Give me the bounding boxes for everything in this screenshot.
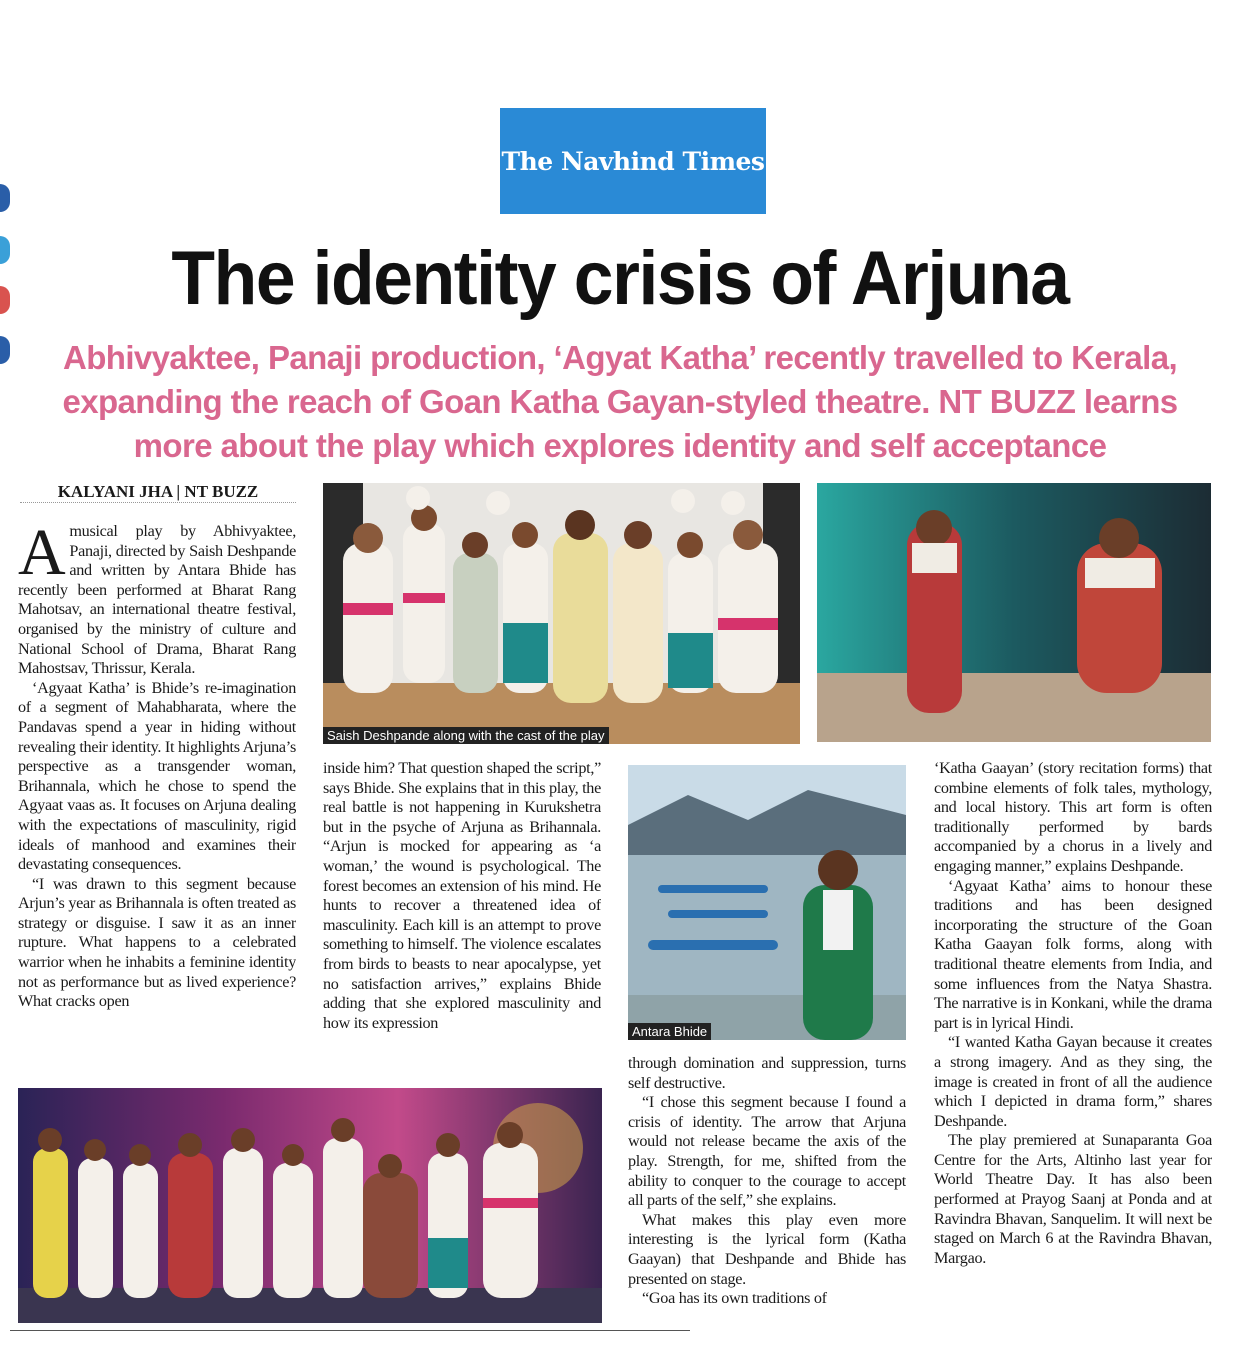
side-mark-4 [0, 336, 10, 364]
side-mark-3 [0, 286, 10, 314]
article-column-3 [628, 1054, 906, 1334]
bottom-page-edge [10, 1330, 690, 1346]
byline: KALYANI JHA | NT BUZZ [20, 482, 296, 503]
paragraph: through domination and suppression, turns self destructive. [628, 1054, 906, 1092]
drop-cap: A [18, 522, 66, 589]
paragraph: “Goa has its own traditions of [642, 1289, 827, 1308]
antara-photo-caption: Antara Bhide [628, 1023, 711, 1040]
article-column-4 [934, 759, 1212, 1331]
paragraph: ‘Agyaat Katha’ aims to honour these traditions and has been designed incorporating the structure of the Goan Katha Gaayan folk forms, along with traditional theatre elements from India, and some influences from the Natya Shastra. The narrative is in Konkani, while the drama part is in lyrical Hindi. [934, 876, 1212, 1032]
paragraph: “I chose this segment because I found a crisis of identity. The arrow that Arjuna would not release became the axis of the play. Strength, for me, shifted from the ability to conquer to the courage to accept all parts of the self,” she explains. [628, 1093, 906, 1210]
performers-stage-photo [817, 483, 1211, 742]
antara-bhide-photo [628, 765, 906, 1040]
masthead: The Navhind Times [500, 108, 766, 214]
paragraph: “I wanted Katha Gayan because it creates a strong imagery. And as they sing, the image is created in front of all the audience which I depicted in drama form,” shares Deshpande. [934, 1033, 1212, 1130]
paragraph: What makes this play even more interesting is the lyrical form (Katha Gaayan) that Deshpande and Bhide has presented on stage. [628, 1210, 906, 1288]
side-mark-1 [0, 184, 10, 212]
paragraph: inside him? That question shaped the script,” says Bhide. She explains that in this play, the real battle is not happening in Kurukshetra but in the psyche of Arjuna as Brihannala. “Arjun is mocked for appearing as ‘a woman,’ the wound is psychological. The forest becomes an extension of his mind. He hunts to recover a threatened idea of masculinity. Each kill is an attempt to prove something to himself. The violence escalates from birds to beasts to near apocalypse, yet no satisfaction arrives,” explains Bhide adding that she explored masculinity and how its expression [323, 759, 601, 1032]
stage-performance-photo [18, 1088, 602, 1323]
paragraph: “I was drawn to this segment because Arjun’s year as Brihannala is often treated as strategy or disguise. I saw it as an inner rupture. What happens to a celebrated warrior when he inhabits a feminine identity not as performance but as lived experience? What cracks open [18, 874, 296, 1011]
paragraph: The play premiered at Sunaparanta Goa Centre for the Arts, Altinho last year for World Theatre Day. It has also been performed at Prayog Saanj at Ponda and at Ravindra Bhavan, Sanquelim. It will next be staged on March 6 at the Ravindra Bhavan, Margao. [934, 1131, 1212, 1267]
side-mark-2 [0, 236, 10, 264]
headline: The identity crisis of Arjuna [171, 236, 1069, 321]
cast-group-photo [323, 483, 800, 744]
paragraph: ‘Katha Gaayan’ (story recitation forms) that combine elements of folk tales, mythology, and local history. This art form is often traditionally performed by bards accompanied by a chorus in a lively and engaging manner,” explains Deshpande. [934, 759, 1212, 875]
cast-photo-caption: Saish Deshpande along with the cast of the play [323, 727, 609, 744]
article-column-1 [18, 522, 296, 1070]
paragraph: Amusical play by Abhivyaktee, Panaji, directed by Saish Deshpande and written by Antara Bhide has recently been performed at Bharat Rang Mahotsav, an international theatre festival, organised by the ministry of culture and National School of Drama, Bharat Rang Mahostsav, Thrissur, Kerala. [18, 522, 296, 678]
paragraph: ‘Agyaat Katha’ is Bhide’s re-imagination of a segment of Mahabharata, where the Pandavas spend a year in hiding without revealing their identity. It highlights Arjuna’s perspective as a transgender woman, Brihannala, which he chose to spend the Agyaat vaas as. It focuses on Arjuna dealing with the expectations of masculinity, rigid ideals of manhood and examines their devastating consequences. [18, 678, 296, 874]
article-column-2 [323, 759, 601, 1071]
deck: Abhivyaktee, Panaji production, ‘Agyat Katha’ recently travelled to Kerala, expanding the reach of Goan Katha Gayan-styled theatre. NT BUZZ learns more about the play which explores identity and self acceptance [62, 339, 1178, 464]
